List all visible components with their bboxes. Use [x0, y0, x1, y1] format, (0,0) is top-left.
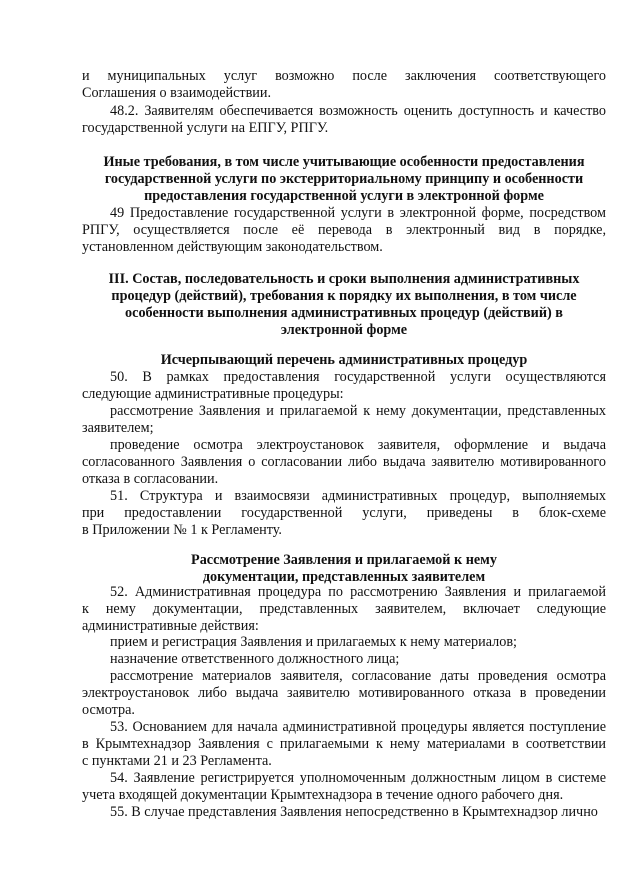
heading-line: III. Состав, последовательность и сроки выполнения административных [108, 271, 580, 287]
text-line: согласованного Заявления о согласовании либо выдача заявителю мотивированного [82, 454, 606, 470]
text-line: 48.2. Заявителям обеспечивается возможность оценить доступность и качество [110, 103, 606, 119]
paragraph-52 [82, 584, 606, 635]
paragraph-inspection-item [82, 437, 606, 488]
text-line: учета входящей документации Крымтехнадзора в течение одного рабочего дня. [82, 787, 564, 803]
text-line: 51. Структура и взаимосвязи административных процедур, выполняемых [110, 488, 606, 504]
text-line: 49 Предоставление государственной услуги в электронной форме, посредством [110, 205, 606, 221]
text-line: назначение ответственного должностного лица; [110, 651, 400, 667]
paragraph-51 [82, 488, 606, 539]
text-line: 55. В случае представления Заявления непосредственно в Крымтехнадзор лично [110, 804, 598, 820]
heading-other-requirements [82, 154, 606, 205]
text-line: в Приложении № 1 к Регламенту. [82, 522, 282, 538]
paragraph-review-item [82, 403, 606, 437]
text-line: в Крымтехнадзор Заявления с прилагаемыми к нему материалами в соответствии [82, 736, 606, 752]
heading-application-review [82, 552, 606, 586]
heading-line: предоставления государственной услуги в электронной форме [144, 188, 544, 204]
paragraph-53 [82, 719, 606, 770]
heading-section-iii [82, 271, 606, 339]
text-line: электроустановок либо выдача заявителю мотивированного отказа в проведении [82, 685, 606, 701]
paragraph-49 [82, 205, 606, 256]
text-line: государственной услуги на ЕПГУ, РПГУ. [82, 120, 329, 136]
text-line: следующие административные процедуры: [82, 386, 344, 402]
heading-line: Исчерпывающий перечень административных процедур [160, 352, 528, 368]
paragraph-50 [82, 369, 606, 403]
text-line: и муниципальных услуг возможно после заключения соответствующего [82, 68, 606, 84]
paragraph-appointment-item [82, 651, 606, 668]
text-line: прием и регистрация Заявления и прилагаемых к нему материалов; [110, 634, 517, 650]
paragraph-materials-item [82, 668, 606, 719]
text-line: рассмотрение материалов заявителя, согласование даты проведения осмотра [110, 668, 606, 684]
text-line: установленном действующим законодательством. [82, 239, 383, 255]
paragraph-54 [82, 770, 606, 804]
text-line: осмотра. [82, 702, 135, 718]
text-line: с пунктами 21 и 23 Регламента. [82, 753, 272, 769]
heading-line: Рассмотрение Заявления и прилагаемой к нему [191, 552, 497, 568]
text-line: заявителем; [82, 420, 154, 436]
text-line: 50. В рамках предоставления государственной услуги осуществляются [110, 369, 606, 385]
text-line: при предоставлении государственной услуги, приведены в блок-схеме [82, 505, 606, 521]
heading-procedures-list [82, 352, 606, 369]
text-line: 54. Заявление регистрируется уполномоченным должностным лицом в системе [110, 770, 606, 786]
heading-line: государственной услуги по экстерриториальному принципу и особенности [104, 171, 584, 187]
text-line: рассмотрение Заявления и прилагаемой к нему документации, представленных [110, 403, 606, 419]
heading-line: Иные требования, в том числе учитывающие особенности предоставления [103, 154, 585, 170]
text-line: к нему документации, представленных заявителем, включает следующие [82, 601, 606, 617]
text-line: 52. Административная процедура по рассмотрению Заявления и прилагаемой [110, 584, 606, 600]
text-line: Соглашения о взаимодействии. [82, 85, 272, 101]
text-line: 53. Основанием для начала административной процедуры является поступление [110, 719, 606, 735]
text-line: проведение осмотра электроустановок заявителя, оформление и выдача [110, 437, 606, 453]
paragraph-55 [82, 804, 606, 821]
heading-line: особенности выполнения административных процедур (действий) в [125, 305, 563, 321]
paragraph-48-2 [82, 103, 606, 137]
text-line: РПГУ, осуществляется после её перевода в электронный вид в порядке, [82, 222, 606, 238]
heading-line: процедур (действий), требования к порядку их выполнения, в том числе [111, 288, 577, 304]
heading-line: документации, представленных заявителем [202, 569, 486, 585]
heading-line: электронной форме [280, 322, 408, 338]
paragraph-intro [82, 68, 606, 102]
text-line: административные действия: [82, 618, 259, 634]
paragraph-reception-item [82, 634, 606, 651]
text-line: отказа в согласовании. [82, 471, 219, 487]
